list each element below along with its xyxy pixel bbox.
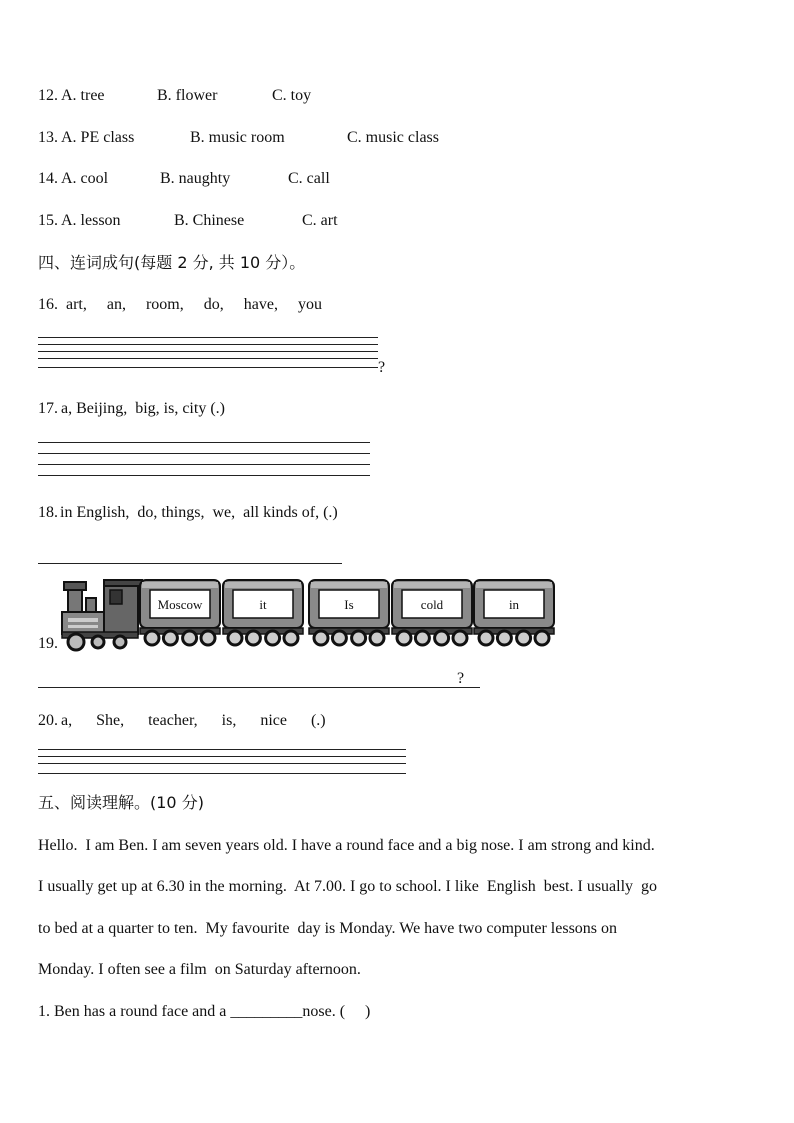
passage-line: I usually get up at 6.30 in the morning. At 7.00. I go to school. I like English best. I usually go [38,878,658,895]
wheel [145,631,159,645]
answer-line [38,756,406,757]
wheel [183,631,197,645]
train-car-word: it [259,597,267,612]
word-prompt: in English, do, things, we, all kinds of, (.) [60,504,338,521]
answer-line [38,475,370,476]
train-car-word: in [508,597,520,612]
section-5-heading: 五、阅读理解。(10 分) [38,793,204,812]
answer-line [38,749,406,750]
answer-line [38,563,342,564]
wheel [415,631,429,645]
option-a: A. lesson [61,212,121,229]
train-car [392,580,472,645]
option-c: C. music class [347,129,439,146]
answer-line [38,453,370,454]
answer-line [38,464,370,465]
option-c: C. toy [272,87,312,104]
wheel [352,631,366,645]
answer-line [38,367,378,368]
option-a: A. PE class [61,129,135,146]
option-c: C. call [288,170,330,187]
locomotive-icon [62,580,142,650]
option-b: B. naughty [160,170,231,187]
passage-line: Hello. I am Ben. I am seven years old. I have a round face and a big nose. I am strong and kind. [38,837,655,854]
reading-question-1: 1. Ben has a round face and a _________nose. ( ) [38,1003,371,1020]
wheel [332,631,346,645]
wheel [201,631,215,645]
passage-line: Monday. I often see a film on Saturday afternoon. [38,961,361,978]
wheel [517,631,531,645]
wheel [479,631,493,645]
train-car-word: Moscow [157,597,203,612]
question-number: 12. [38,87,58,104]
question-number: 17. [38,400,58,417]
question-number: 16. [38,296,58,313]
word-prompt: art, an, room, do, have, you [66,296,322,313]
end-mark: ? [457,670,465,687]
train-car-word: cold [420,597,444,612]
wheel [228,631,242,645]
wheel [284,631,298,645]
option-c: C. art [302,212,338,229]
wheel [246,631,260,645]
option-b: B. Chinese [174,212,245,229]
option-a: A. cool [61,170,109,187]
train-car [474,580,554,645]
wheel [435,631,449,645]
wheel [163,631,177,645]
passage-line: to bed at a quarter to ten. My favourite day is Monday. We have two computer lessons on [38,920,618,937]
word-prompt: a, She, teacher, is, nice (.) [61,712,326,729]
train-cars [138,578,558,650]
train-car [223,580,303,645]
wheel [497,631,511,645]
wheel [453,631,467,645]
answer-line [38,358,378,359]
question-number: 14. [38,170,58,187]
train-car [309,580,389,645]
question-number: 20. [38,712,58,729]
question-number: 18. [38,504,58,521]
option-a: A. tree [61,87,105,104]
answer-line [38,687,480,688]
question-number: 13. [38,129,58,146]
wheel [397,631,411,645]
answer-line [38,337,378,338]
wheel [266,631,280,645]
wheel [535,631,549,645]
train-car [140,580,220,645]
wheel [314,631,328,645]
option-b: B. music room [190,129,285,146]
answer-line [38,773,406,774]
question-number: 19. [38,635,58,652]
word-prompt: a, Beijing, big, is, city (.) [61,400,225,417]
answer-line [38,442,370,443]
end-mark: ? [378,359,386,376]
option-b: B. flower [157,87,218,104]
answer-line [38,344,378,345]
train-car-word: Is [344,597,354,612]
section-4-heading: 四、连词成句(每题 2 分, 共 10 分）。 [38,253,306,272]
wheel [370,631,384,645]
question-number: 15. [38,212,58,229]
answer-line [38,351,378,352]
answer-line [38,763,406,764]
